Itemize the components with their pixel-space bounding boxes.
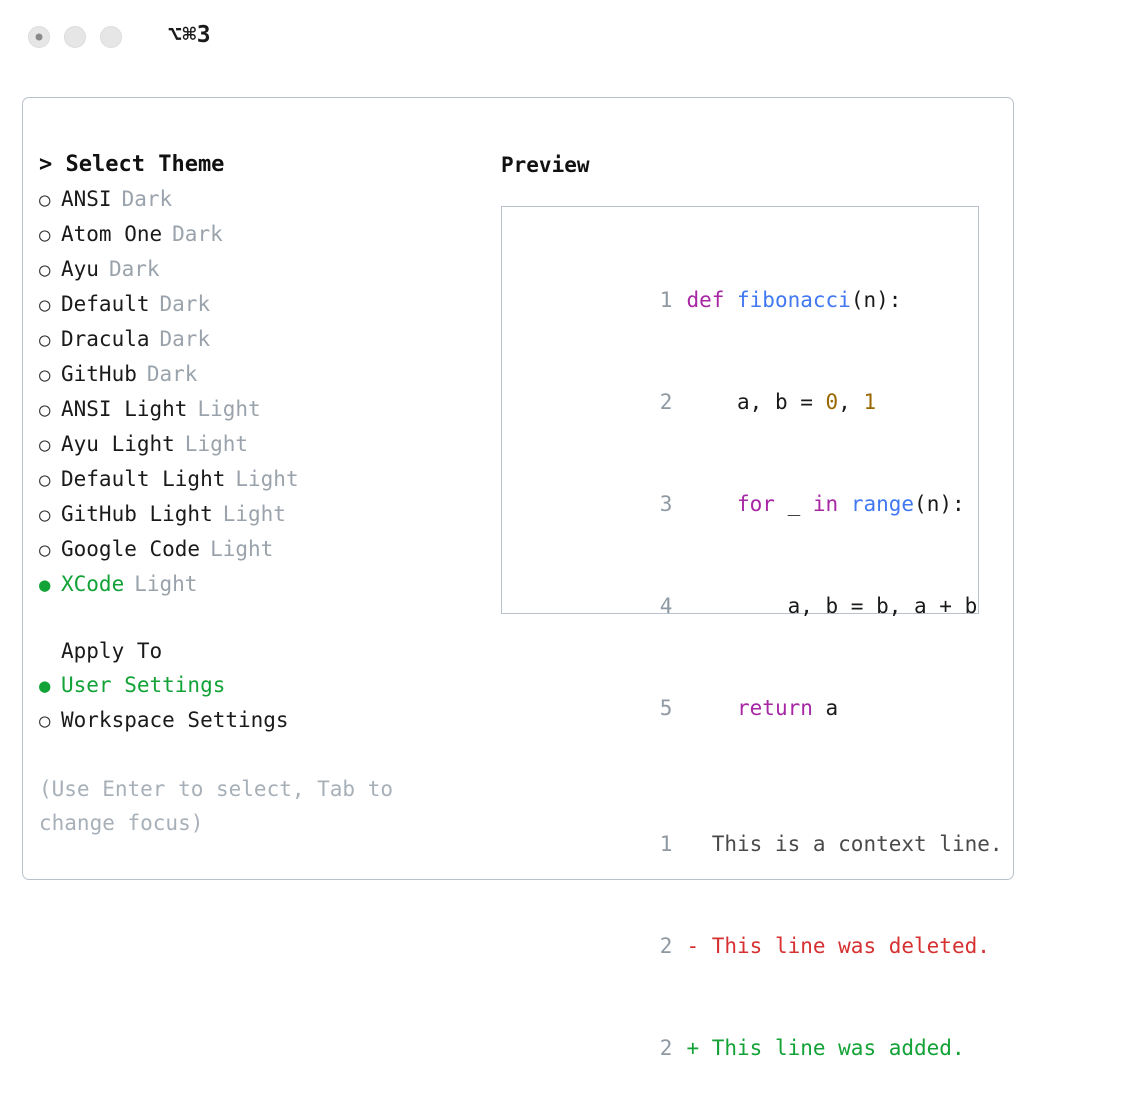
theme-label: Atom One — [61, 222, 163, 246]
line-number: 2 — [659, 1036, 673, 1060]
apply-to-label: Workspace Settings — [61, 708, 289, 732]
keyboard-hint-text: (Use Enter to select, Tab to change focus) — [39, 777, 406, 835]
code-token: for — [737, 492, 788, 516]
theme-option-ansi-light[interactable] — [39, 392, 479, 427]
radio-icon: ○ — [39, 434, 51, 456]
code-token — [686, 492, 737, 516]
theme-label: Default Light — [61, 467, 226, 491]
code-token: return — [737, 696, 826, 720]
window-close-button[interactable] — [28, 26, 50, 48]
code-token: fibonacci — [737, 288, 851, 312]
theme-label: Ayu — [61, 257, 99, 281]
theme-option-ayu[interactable] — [39, 252, 479, 287]
theme-label: GitHub Light — [61, 502, 213, 526]
diff-text: This line was deleted. — [699, 934, 990, 958]
theme-option-ansi[interactable] — [39, 182, 479, 217]
radio-icon: ○ — [39, 294, 51, 316]
apply-to-option-workspace-settings[interactable] — [39, 703, 479, 738]
radio-selected-icon: ● — [39, 675, 51, 697]
theme-variant-tag: Dark — [121, 187, 173, 211]
theme-variant-tag: Light — [197, 397, 261, 421]
traffic-lights — [28, 26, 122, 48]
radio-icon: ○ — [39, 710, 51, 732]
radio-icon: ○ — [39, 224, 51, 246]
line-number: 2 — [659, 934, 673, 958]
theme-option-xcode[interactable] — [39, 567, 479, 602]
radio-icon: ○ — [39, 469, 51, 491]
line-number: 3 — [659, 492, 673, 516]
theme-option-google-code[interactable] — [39, 532, 479, 567]
theme-option-atom-one[interactable] — [39, 217, 479, 252]
theme-variant-tag: Light — [184, 432, 249, 456]
theme-variant-tag: Dark — [159, 327, 211, 351]
theme-label: XCode — [61, 572, 125, 596]
diff-marker — [686, 832, 699, 856]
diff-marker: - — [686, 934, 700, 958]
code-token: 0 — [825, 390, 839, 414]
radio-icon: ○ — [39, 329, 51, 351]
code-line — [520, 555, 978, 657]
theme-variant-tag: Light — [222, 502, 286, 526]
line-number: 1 — [659, 832, 673, 856]
theme-variant-tag: Dark — [159, 292, 211, 316]
preview-column — [501, 148, 1003, 1060]
line-number: 5 — [659, 696, 673, 720]
spacer — [39, 602, 479, 634]
code-token: (n): — [850, 288, 902, 312]
theme-variant-tag: Dark — [172, 222, 223, 246]
theme-label: GitHub — [61, 362, 137, 386]
diff-line-context — [520, 793, 1003, 895]
preview-heading: Preview — [501, 153, 590, 177]
code-token: in — [812, 492, 851, 516]
code-token: def — [686, 288, 738, 312]
code-token — [686, 696, 737, 720]
line-number: 1 — [659, 288, 673, 312]
window-maximize-button[interactable] — [100, 26, 122, 48]
line-number: 4 — [659, 594, 673, 618]
radio-icon: ○ — [39, 189, 51, 211]
theme-variant-tag: Dark — [146, 362, 198, 386]
radio-icon: ○ — [39, 259, 51, 281]
theme-selector-panel — [22, 97, 1014, 1060]
apply-to-list[interactable] — [39, 668, 479, 738]
code-token: a, b = b, a + b — [686, 594, 978, 618]
theme-option-dracula[interactable] — [39, 322, 479, 357]
apply-to-option-user-settings[interactable] — [39, 668, 479, 703]
title-bar — [0, 0, 1140, 78]
theme-option-github[interactable] — [39, 357, 479, 392]
code-token: range — [850, 492, 915, 516]
radio-icon: ○ — [39, 539, 51, 561]
theme-option-github-light[interactable] — [39, 497, 479, 532]
keyboard-shortcut-label: ⌥⌘3 — [168, 22, 212, 48]
code-token: _ — [787, 492, 813, 516]
theme-variant-tag: Light — [235, 467, 299, 491]
diff-marker: + — [686, 1036, 700, 1060]
code-token: , — [838, 390, 864, 414]
theme-label: Ayu Light — [61, 432, 175, 456]
theme-list[interactable] — [39, 182, 479, 602]
radio-icon: ○ — [39, 399, 51, 421]
theme-list-column — [39, 148, 479, 840]
theme-label: Google Code — [61, 537, 201, 561]
theme-option-default[interactable] — [39, 287, 479, 322]
theme-option-default-light[interactable] — [39, 462, 479, 497]
radio-selected-icon: ● — [39, 574, 51, 596]
code-line — [520, 351, 978, 453]
preview-pane — [501, 206, 1003, 1060]
diff-text: This is a context line. — [699, 832, 1003, 856]
diff-text: This line was added. — [699, 1036, 965, 1060]
code-line — [520, 453, 978, 555]
apply-to-label: User Settings — [61, 673, 226, 697]
line-number: 2 — [659, 390, 673, 414]
theme-variant-tag: Light — [210, 537, 274, 561]
code-token: 1 — [863, 390, 877, 414]
code-token: a, b = — [686, 390, 826, 414]
theme-label: Default — [61, 292, 150, 316]
apply-to-heading: Apply To — [61, 639, 163, 663]
window-minimize-button[interactable] — [64, 26, 86, 48]
radio-icon: ○ — [39, 504, 51, 526]
code-line — [520, 657, 978, 759]
select-theme-heading: > Select Theme — [39, 152, 225, 177]
diff-line-added — [520, 997, 978, 1099]
code-token: a — [825, 696, 839, 720]
theme-option-ayu-light[interactable] — [39, 427, 479, 462]
theme-variant-tag: Light — [134, 572, 198, 596]
theme-label: ANSI Light — [61, 397, 188, 421]
spacer — [520, 759, 978, 793]
code-line — [520, 249, 978, 351]
code-token: (n): — [914, 492, 965, 516]
theme-label: ANSI — [61, 187, 112, 211]
theme-label: Dracula — [61, 327, 150, 351]
diff-line-deleted — [520, 895, 990, 997]
radio-icon: ○ — [39, 364, 51, 386]
theme-variant-tag: Dark — [108, 257, 160, 281]
